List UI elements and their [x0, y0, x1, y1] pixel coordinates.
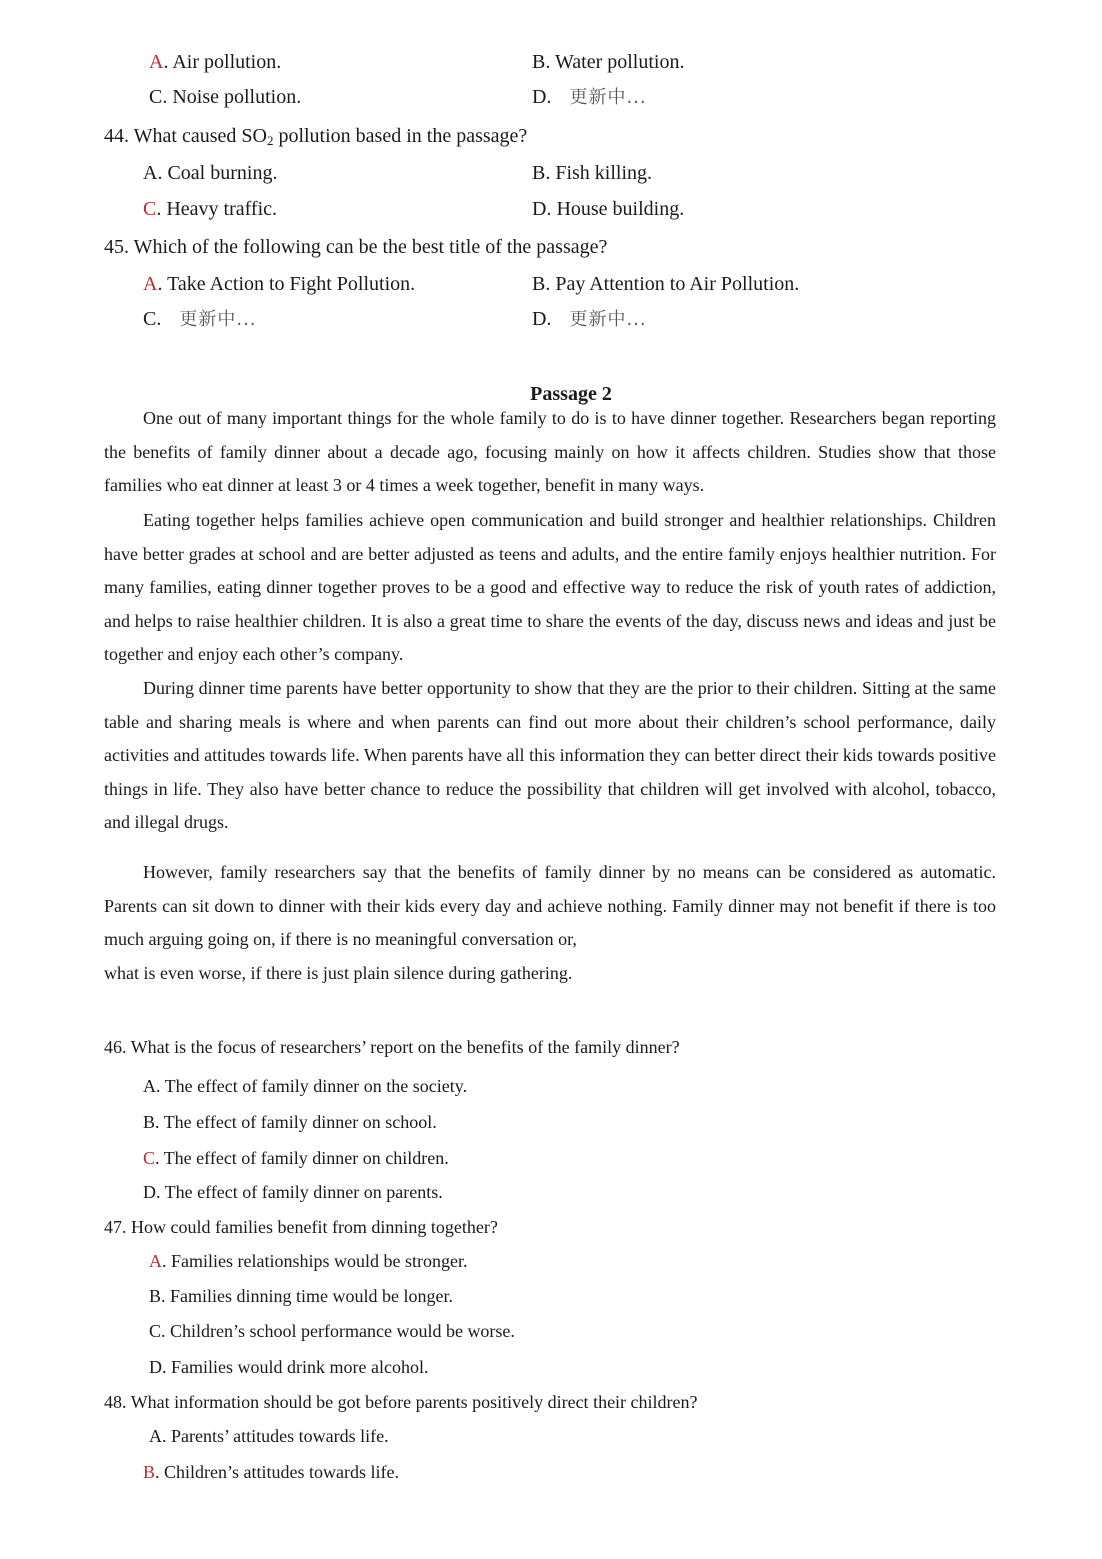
- passage-paragraph-1: One out of many important things for the whole family to do is to have dinner together. Researchers began reporting the benefits of family dinner about a decade ago, focusing mainly on how it affects children. Studies show that those families who eat dinner at least 3 or 4 times a week together, benefit in many ways.: [104, 408, 996, 496]
- q46-option-c: C. The effect of family dinner on children.: [143, 1148, 449, 1168]
- q43-option-d: D. 更新中...: [532, 86, 647, 108]
- pending-text: 更新中...: [569, 87, 647, 108]
- q47-option-c: C. Children’s school performance would be worse.: [149, 1321, 515, 1341]
- q47-option-a: A. Families relationships would be stronger.: [149, 1251, 468, 1271]
- q44-option-c: C. Heavy traffic.: [143, 198, 278, 220]
- q44-stem: 44. What caused $SO_2$ pollution based in the passage?: [104, 125, 528, 148]
- q44-option-a: A. Coal burning.: [143, 162, 278, 184]
- q45-option-a: A. Take Action to Fight Pollution.: [143, 273, 416, 295]
- passage-paragraph-2: Eating together helps families achieve open communication and build stronger and healthier relationships. Children have better grades at school and are better adjusted as teens and adults, and the entire family enjoys healthier nutrition. For many families, eating dinner together proves to be a good and effective way to reduce the risk of youth rates of addiction, and helps to raise healthier children. It is also a great time to share the events of the day, discuss news and ideas and just be together and enjoy each other’s company.: [104, 510, 996, 665]
- answer-letter: C: [143, 198, 157, 220]
- pending-text: 更新中...: [569, 309, 647, 330]
- q43-option-b: B. Water pollution.: [532, 51, 685, 73]
- q47-option-b: B. Families dinning time would be longer.: [149, 1286, 453, 1306]
- q48-option-a: A. Parents’ attitudes towards life.: [149, 1426, 389, 1446]
- q45-option-b: B. Pay Attention to Air Pollution.: [532, 273, 800, 295]
- passage-paragraph-4-continued: what is even worse, if there is just plain silence during gathering.: [104, 963, 573, 983]
- q44-option-b: B. Fish killing.: [532, 162, 653, 184]
- q46-option-d: D. The effect of family dinner on parents.: [143, 1182, 443, 1202]
- answer-letter: C: [143, 1148, 156, 1168]
- q45-option-d: D. 更新中...: [532, 308, 647, 330]
- q47-option-d: D. Families would drink more alcohol.: [149, 1357, 429, 1377]
- q45-stem: 45. Which of the following can be the best title of the passage?: [104, 236, 608, 258]
- pending-text: 更新中...: [179, 309, 257, 330]
- passage-title: Passage 2: [530, 383, 612, 405]
- q44-option-d: D. House building.: [532, 198, 685, 220]
- q46-stem: 46. What is the focus of researchers’ report on the benefits of the family dinner?: [104, 1037, 680, 1057]
- answer-letter: B: [143, 1462, 156, 1482]
- passage-paragraph-4: However, family researchers say that the benefits of family dinner by no means can be considered as automatic. Parents can sit down to dinner with their kids every day and achieve nothing. Family dinner may not benefit if there is too much arguing going on, if there is no meaningful conversation or,: [104, 862, 996, 950]
- answer-letter: A: [149, 51, 164, 73]
- q47-stem: 47. How could families benefit from dinning together?: [104, 1217, 498, 1237]
- answer-letter: A: [143, 273, 158, 295]
- q43-option-c: C. Noise pollution.: [149, 86, 302, 108]
- q46-option-a: A. The effect of family dinner on the society.: [143, 1076, 468, 1096]
- passage-paragraph-3: During dinner time parents have better opportunity to show that they are the prior to their children. Sitting at the same table and sharing meals is where and when parents can find out more about their children’s school performance, daily activities and attitudes towards life. When parents have all this information they can better direct their kids towards positive things in life. They also have better chance to reduce the possibility that children will get involved with alcohol, tobacco, and illegal drugs.: [104, 678, 996, 833]
- q46-option-b: B. The effect of family dinner on school.: [143, 1112, 437, 1132]
- q45-option-c: C. 更新中...: [143, 308, 257, 330]
- q48-option-b: B. Children’s attitudes towards life.: [143, 1462, 399, 1482]
- q48-stem: 48. What information should be got before parents positively direct their children?: [104, 1392, 698, 1412]
- answer-letter: A: [149, 1251, 162, 1271]
- q43-option-a: A. Air pollution.: [149, 51, 282, 73]
